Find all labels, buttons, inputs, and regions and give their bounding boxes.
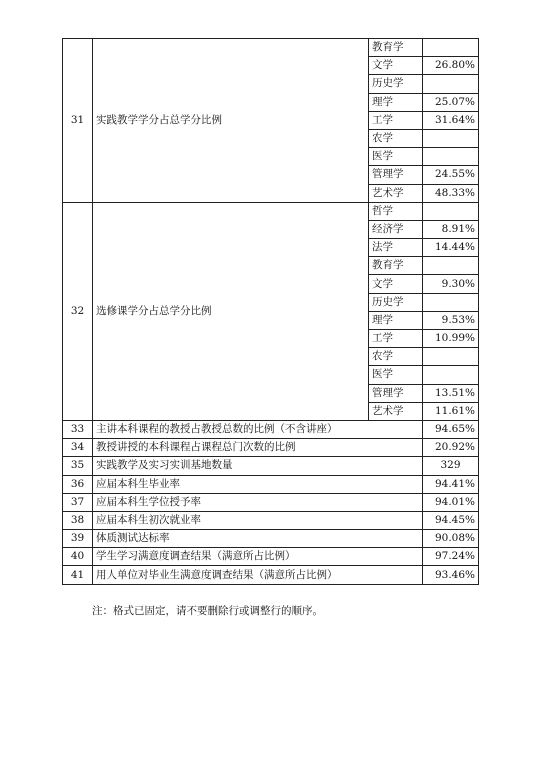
discipline-value: 48.33% — [423, 184, 479, 202]
discipline-value: 13.51% — [423, 384, 479, 402]
discipline-value: 9.53% — [423, 311, 479, 329]
discipline-name: 经济学 — [369, 220, 423, 238]
discipline-value: 10.99% — [423, 330, 479, 348]
discipline-name: 医学 — [369, 366, 423, 384]
table-row — [63, 493, 479, 511]
discipline-name: 历史学 — [369, 293, 423, 311]
row-number: 41 — [63, 566, 93, 584]
discipline-name: 教育学 — [369, 257, 423, 275]
discipline-name: 艺术学 — [369, 184, 423, 202]
discipline-value: 25.07% — [423, 93, 479, 111]
discipline-name: 文学 — [369, 275, 423, 293]
discipline-value — [423, 348, 479, 366]
discipline-value: 11.61% — [423, 402, 479, 420]
discipline-name: 艺术学 — [369, 402, 423, 420]
discipline-value — [423, 75, 479, 93]
table-row — [63, 511, 479, 529]
discipline-value: 8.91% — [423, 220, 479, 238]
discipline-name: 工学 — [369, 111, 423, 129]
table-row — [63, 530, 479, 548]
table-row — [63, 457, 479, 475]
discipline-value — [423, 257, 479, 275]
discipline-name: 工学 — [369, 330, 423, 348]
discipline-name: 法学 — [369, 239, 423, 257]
table-row — [63, 475, 479, 493]
discipline-value: 14.44% — [423, 239, 479, 257]
indicator-value: 94.45% — [423, 511, 479, 529]
indicator-value: 90.08% — [423, 530, 479, 548]
row-number: 38 — [63, 511, 93, 529]
indicator-value: 97.24% — [423, 548, 479, 566]
row-number: 40 — [63, 548, 93, 566]
discipline-name: 历史学 — [369, 75, 423, 93]
row-number: 36 — [63, 475, 93, 493]
indicator-name: 应届本科生学位授予率 — [93, 493, 423, 511]
discipline-value: 9.30% — [423, 275, 479, 293]
indicator-name: 实践教学及实习实训基地数量 — [93, 457, 423, 475]
table-row — [63, 566, 479, 584]
indicator-value: 94.01% — [423, 493, 479, 511]
discipline-name: 理学 — [369, 93, 423, 111]
discipline-value: 24.55% — [423, 166, 479, 184]
row-number: 31 — [63, 39, 93, 203]
row-number: 34 — [63, 439, 93, 457]
row-number: 33 — [63, 420, 93, 438]
indicator-name: 用人单位对毕业生满意度调查结果（满意所占比例） — [93, 566, 423, 584]
discipline-value: 31.64% — [423, 111, 479, 129]
table-note: 注：格式已固定，请不要删除行或调整行的顺序。 — [92, 605, 323, 617]
indicator-value: 329 — [423, 457, 479, 475]
discipline-value — [423, 293, 479, 311]
discipline-value — [423, 148, 479, 166]
discipline-name: 理学 — [369, 311, 423, 329]
discipline-name: 医学 — [369, 148, 423, 166]
discipline-value — [423, 129, 479, 147]
indicator-name: 应届本科生毕业率 — [93, 475, 423, 493]
indicator-name: 主讲本科课程的教授占教授总数的比例（不含讲座） — [93, 420, 423, 438]
indicator-table — [62, 38, 479, 585]
indicator-name: 实践教学学分占总学分比例 — [93, 39, 369, 203]
indicator-value: 94.41% — [423, 475, 479, 493]
table-row — [63, 439, 479, 457]
indicator-name: 教授讲授的本科课程占课程总门次数的比例 — [93, 439, 423, 457]
table-row — [63, 39, 479, 57]
indicator-value: 94.65% — [423, 420, 479, 438]
indicator-value: 20.92% — [423, 439, 479, 457]
indicator-name: 体质测试达标率 — [93, 530, 423, 548]
discipline-name: 农学 — [369, 129, 423, 147]
discipline-value — [423, 366, 479, 384]
discipline-value — [423, 202, 479, 220]
discipline-name: 管理学 — [369, 166, 423, 184]
discipline-name: 农学 — [369, 348, 423, 366]
row-number: 39 — [63, 530, 93, 548]
discipline-value: 26.80% — [423, 57, 479, 75]
row-number: 37 — [63, 493, 93, 511]
row-number: 35 — [63, 457, 93, 475]
indicator-name: 应届本科生初次就业率 — [93, 511, 423, 529]
table-row — [63, 548, 479, 566]
discipline-value — [423, 39, 479, 57]
indicator-value: 93.46% — [423, 566, 479, 584]
indicator-name: 学生学习满意度调查结果（满意所占比例） — [93, 548, 423, 566]
row-number: 32 — [63, 202, 93, 420]
discipline-name: 管理学 — [369, 384, 423, 402]
discipline-name: 教育学 — [369, 39, 423, 57]
table-row — [63, 202, 479, 220]
discipline-name: 哲学 — [369, 202, 423, 220]
indicator-name: 选修课学分占总学分比例 — [93, 202, 369, 420]
table-row — [63, 420, 479, 438]
discipline-name: 文学 — [369, 57, 423, 75]
